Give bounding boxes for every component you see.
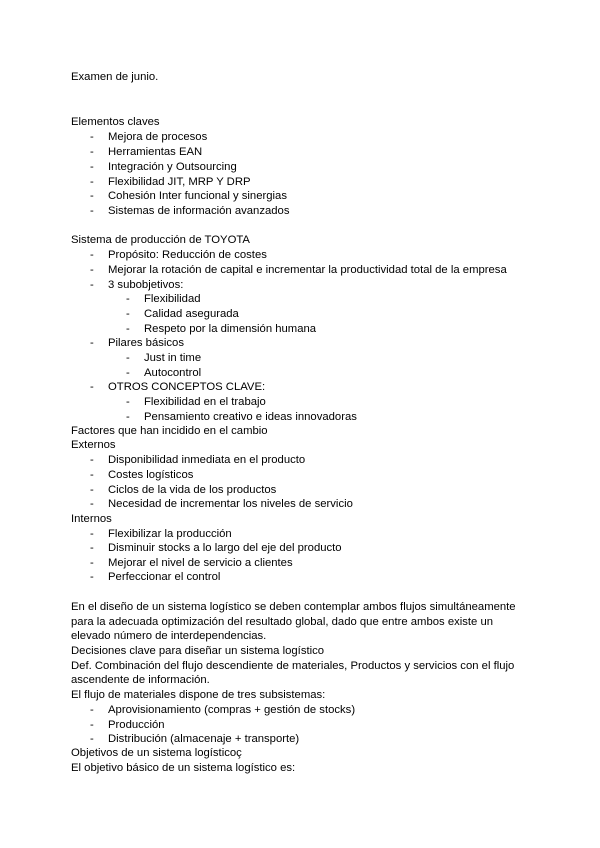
list-item: - Costes logísticos xyxy=(90,469,194,481)
paragraph-line: En el diseño de un sistema logístico se deben contemplar ambos flujos simultáneamente xyxy=(71,601,516,613)
document-title: Examen de junio. xyxy=(71,71,159,83)
list-item: - Distribución (almacenaje + transporte) xyxy=(90,733,300,745)
sub-list-item: - Flexibilidad xyxy=(126,293,201,305)
objetivos-heading: Objetivos de un sistema logísticoç xyxy=(71,747,242,759)
list-item: - Mejora de procesos xyxy=(90,131,208,143)
list-item: - Aprovisionamiento (compras + gestión de stocks) xyxy=(90,704,356,716)
list-item: - OTROS CONCEPTOS CLAVE: xyxy=(90,381,266,393)
list-item: - Mejorar el nivel de servicio a clientes xyxy=(90,557,293,569)
internos-label: Internos xyxy=(71,513,112,525)
sub-list-item: - Flexibilidad en el trabajo xyxy=(126,396,266,408)
definition-line: ascendente de información. xyxy=(71,674,210,686)
list-item: - Disminuir stocks a lo largo del eje del producto xyxy=(90,542,342,554)
elementos-heading: Elementos claves xyxy=(71,116,160,128)
list-item: - Flexibilizar la producción xyxy=(90,528,232,540)
paragraph-line: para la adecuada optimización del resultado global, dado que entre ambos existe un xyxy=(71,616,494,628)
list-item: - Mejorar la rotación de capital e incrementar la productividad total de la empresa xyxy=(90,264,507,276)
paragraph-line: elevado número de interdependencias. xyxy=(71,630,267,642)
list-item: - Perfeccionar el control xyxy=(90,571,221,583)
list-item: - Cohesión Inter funcional y sinergias xyxy=(90,190,287,202)
list-item: - Necesidad de incrementar los niveles de servicio xyxy=(90,498,353,510)
factores-heading: Factores que han incidido en el cambio xyxy=(71,425,268,437)
flujo-heading: El flujo de materiales dispone de tres subsistemas: xyxy=(71,689,326,701)
toyota-heading: Sistema de producción de TOYOTA xyxy=(71,234,250,246)
list-item: - Flexibilidad JIT, MRP Y DRP xyxy=(90,176,251,188)
externos-label: Externos xyxy=(71,439,116,451)
list-item: - Integración y Outsourcing xyxy=(90,161,237,173)
list-item: - Pilares básicos xyxy=(90,337,184,349)
list-item: - Producción xyxy=(90,719,165,731)
list-item: - Disponibilidad inmediata en el producto xyxy=(90,454,306,466)
list-item: - 3 subobjetivos: xyxy=(90,279,184,291)
decisiones-heading: Decisiones clave para diseñar un sistema logístico xyxy=(71,645,325,657)
sub-list-item: - Just in time xyxy=(126,352,202,364)
objetivo-basico: El objetivo básico de un sistema logístico es: xyxy=(71,762,296,774)
sub-list-item: - Pensamiento creativo e ideas innovadoras xyxy=(126,411,357,423)
list-item: - Sistemas de información avanzados xyxy=(90,205,290,217)
sub-list-item: - Autocontrol xyxy=(126,367,202,379)
definition-line: Def. Combinación del flujo descendiente de materiales, Productos y servicios con el flujo xyxy=(71,660,515,672)
sub-list-item: - Calidad asegurada xyxy=(126,308,239,320)
list-item: - Ciclos de la vida de los productos xyxy=(90,484,277,496)
list-item: - Propósito: Reducción de costes xyxy=(90,249,267,261)
list-item: - Herramientas EAN xyxy=(90,146,203,158)
sub-list-item: - Respeto por la dimensión humana xyxy=(126,323,317,335)
